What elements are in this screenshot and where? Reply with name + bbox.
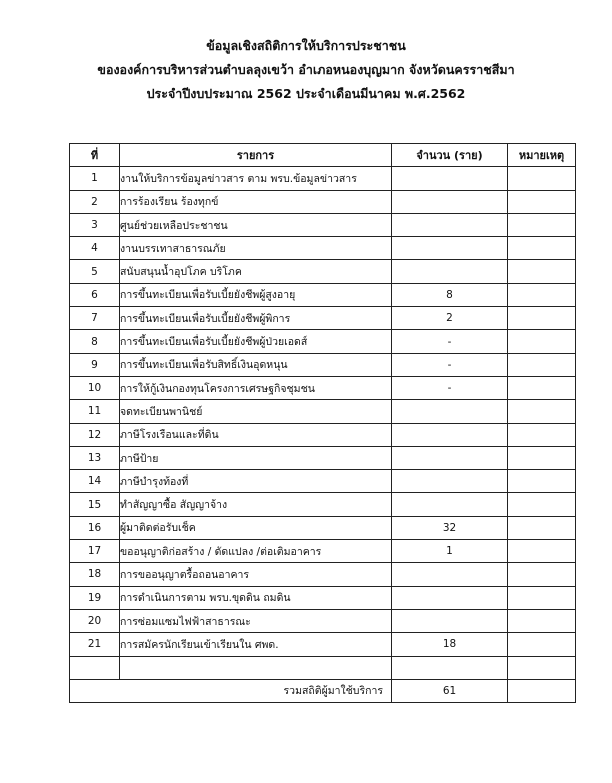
table-row — [70, 540, 576, 563]
row-remark — [508, 656, 576, 679]
row-remark — [508, 516, 576, 539]
header-remark: หมายเหตุ — [508, 144, 576, 167]
row-count — [392, 400, 508, 423]
row-number: 20 — [70, 609, 120, 632]
table-row — [70, 609, 576, 632]
row-remark — [508, 353, 576, 376]
row-count — [392, 656, 508, 679]
table-row — [70, 446, 576, 469]
row-remark — [508, 446, 576, 469]
table-row — [70, 516, 576, 539]
row-remark — [508, 213, 576, 236]
row-number: 21 — [70, 633, 120, 656]
row-remark — [508, 586, 576, 609]
row-count: 32 — [392, 516, 508, 539]
row-number: 10 — [70, 376, 120, 399]
row-number — [70, 656, 120, 679]
title-line-2: ขององค์การบริหารส่วนตำบลลุงเขว้า อำเภอหนองบุญมาก จังหวัดนครราชสีมา — [97, 62, 515, 77]
row-number: 11 — [70, 400, 120, 423]
row-item: การสมัครนักเรียนเข้าเรียนใน ศพด. — [120, 633, 392, 656]
row-number: 19 — [70, 586, 120, 609]
document-header — [0, 34, 612, 106]
row-remark — [508, 633, 576, 656]
table-row — [70, 493, 576, 516]
row-count: 8 — [392, 283, 508, 306]
table-row — [70, 656, 576, 679]
row-number: 4 — [70, 237, 120, 260]
total-row — [70, 679, 576, 702]
row-count — [392, 470, 508, 493]
row-remark — [508, 260, 576, 283]
row-remark — [508, 167, 576, 190]
row-remark — [508, 540, 576, 563]
row-number: 15 — [70, 493, 120, 516]
total-label: รวมสถิติผู้มาใช้บริการ — [70, 679, 392, 702]
row-count: 18 — [392, 633, 508, 656]
row-item: การขึ้นทะเบียนเพื่อรับสิทธิ์เงินอุดหนุน — [120, 353, 392, 376]
row-number: 1 — [70, 167, 120, 190]
row-item: ศูนย์ช่วยเหลือประชาชน — [120, 213, 392, 236]
row-count — [392, 190, 508, 213]
table-row — [70, 283, 576, 306]
row-item: การให้กู้เงินกองทุนโครงการเศรษฐกิจชุมชน — [120, 376, 392, 399]
row-remark — [508, 609, 576, 632]
row-number: 9 — [70, 353, 120, 376]
table-row — [70, 167, 576, 190]
table-row — [70, 353, 576, 376]
title-line-3: ประจำปีงบประมาณ 2562 ประจำเดือนมีนาคม พ.ศ.2562 — [146, 86, 466, 101]
row-count — [392, 493, 508, 516]
row-item: ภาษีป้าย — [120, 446, 392, 469]
row-remark — [508, 423, 576, 446]
header-item: รายการ — [120, 144, 392, 167]
table-row — [70, 330, 576, 353]
row-item: งานบรรเทาสาธารณภัย — [120, 237, 392, 260]
row-item: การซ่อมแซมไฟฟ้าสาธารณะ — [120, 609, 392, 632]
table-row — [70, 470, 576, 493]
row-number: 12 — [70, 423, 120, 446]
row-item: การดำเนินการตาม พรบ.ขุดดิน ถมดิน — [120, 586, 392, 609]
table-row — [70, 563, 576, 586]
table-row — [70, 307, 576, 330]
table-row — [70, 190, 576, 213]
header-count: จำนวน (ราย) — [392, 144, 508, 167]
row-item: ภาษีโรงเรือนและที่ดิน — [120, 423, 392, 446]
row-count: - — [392, 330, 508, 353]
title-line-1: ข้อมูลเชิงสถิติการให้บริการประชาชน — [206, 38, 406, 53]
row-remark — [508, 330, 576, 353]
row-number: 17 — [70, 540, 120, 563]
row-count: - — [392, 353, 508, 376]
table-body — [70, 167, 576, 680]
row-number: 7 — [70, 307, 120, 330]
table-row — [70, 633, 576, 656]
row-remark — [508, 307, 576, 330]
row-item: ทำสัญญาซื้อ สัญญาจ้าง — [120, 493, 392, 516]
row-item: ภาษีบำรุงท้องที่ — [120, 470, 392, 493]
row-item: ผู้มาติดต่อรับเช็ค — [120, 516, 392, 539]
row-item: ขออนุญาติก่อสร้าง / ดัดแปลง /ต่อเติมอาคาร — [120, 540, 392, 563]
row-count — [392, 213, 508, 236]
table-header-row — [70, 144, 576, 167]
table-row — [70, 213, 576, 236]
header-no: ที่ — [70, 144, 120, 167]
row-count — [392, 260, 508, 283]
row-item: การขึ้นทะเบียนเพื่อรับเบี้ยยังชีพผู้ป่วยเอดส์ — [120, 330, 392, 353]
row-number: 8 — [70, 330, 120, 353]
row-number: 13 — [70, 446, 120, 469]
row-remark — [508, 400, 576, 423]
statistics-table — [69, 143, 576, 703]
row-remark — [508, 190, 576, 213]
row-item: การร้องเรียน ร้องทุกข์ — [120, 190, 392, 213]
row-number: 5 — [70, 260, 120, 283]
row-count — [392, 563, 508, 586]
row-count — [392, 609, 508, 632]
row-item: การขึ้นทะเบียนเพื่อรับเบี้ยยังชีพผู้พิการ — [120, 307, 392, 330]
row-remark — [508, 283, 576, 306]
row-count: 2 — [392, 307, 508, 330]
row-number: 18 — [70, 563, 120, 586]
row-number: 2 — [70, 190, 120, 213]
row-item: งานให้บริการข้อมูลข่าวสาร ตาม พรบ.ข้อมูลข่าวสาร — [120, 167, 392, 190]
row-number: 14 — [70, 470, 120, 493]
table-row — [70, 237, 576, 260]
row-remark — [508, 493, 576, 516]
row-count: 1 — [392, 540, 508, 563]
row-count: - — [392, 376, 508, 399]
table-row — [70, 376, 576, 399]
total-count: 61 — [392, 679, 508, 702]
row-number: 16 — [70, 516, 120, 539]
row-count — [392, 167, 508, 190]
table-row — [70, 586, 576, 609]
row-item — [120, 656, 392, 679]
row-item: การขออนุญาตรื้อถอนอาคาร — [120, 563, 392, 586]
row-remark — [508, 563, 576, 586]
row-number: 3 — [70, 213, 120, 236]
table-row — [70, 423, 576, 446]
row-remark — [508, 376, 576, 399]
row-count — [392, 237, 508, 260]
row-count — [392, 586, 508, 609]
row-remark — [508, 470, 576, 493]
table-row — [70, 400, 576, 423]
table-row — [70, 260, 576, 283]
row-number: 6 — [70, 283, 120, 306]
row-count — [392, 446, 508, 469]
row-remark — [508, 237, 576, 260]
row-count — [392, 423, 508, 446]
row-item: จดทะเบียนพานิชย์ — [120, 400, 392, 423]
row-item: สนับสนุนน้ำอุปโภค บริโภค — [120, 260, 392, 283]
total-remark — [508, 679, 576, 702]
row-item: การขึ้นทะเบียนเพื่อรับเบี้ยยังชีพผู้สูงอายุ — [120, 283, 392, 306]
